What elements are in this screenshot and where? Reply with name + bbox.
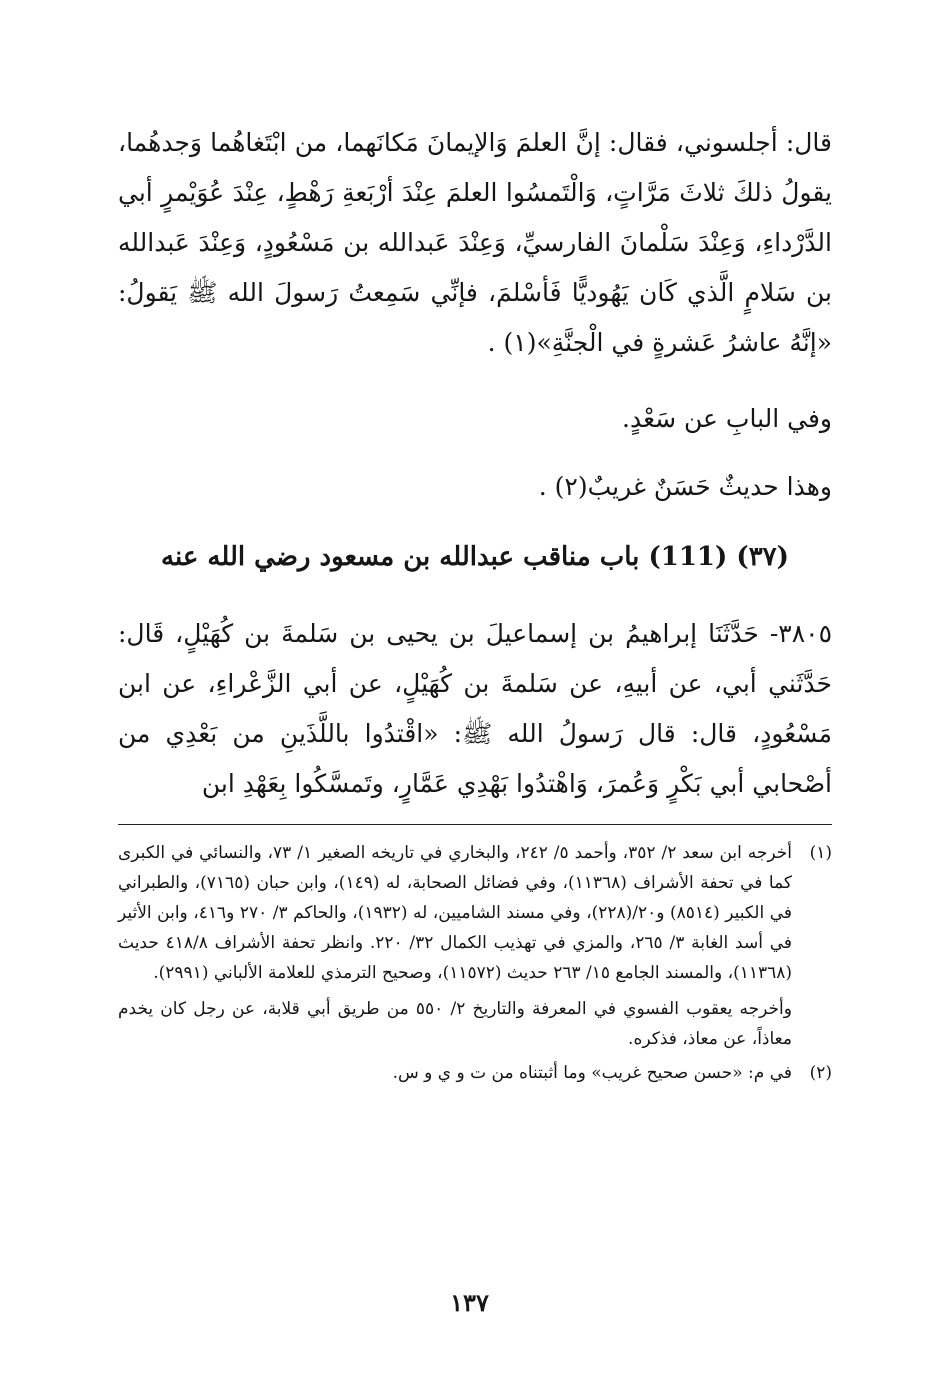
footnote-1 [118, 838, 832, 1054]
footnote-body [118, 1058, 792, 1088]
footnote-body [118, 838, 792, 1054]
hukm-line: وهذا حديثٌ حَسَنٌ غريبٌ(٢) . [538, 472, 832, 501]
footnote-2 [118, 1058, 832, 1088]
main-paragraph-2 [118, 609, 832, 809]
bab-note [118, 394, 832, 444]
footnote-paragraph: وأخرجه يعقوب الفسوي في المعرفة والتاريخ ٢/ ٥٥٠ من طريق أبي قلابة، عن رجل كان يخدم معاذاً، عن معاذ، فذكره. [118, 999, 792, 1049]
page-number: ١٣٧ [450, 1288, 489, 1317]
chapter-heading: (٣٧) (111) باب مناقب عبدالله بن مسعود رضي الله عنه [161, 542, 789, 572]
footnote-paragraph: في م: «حسن صحيح غريب» وما أثبتناه من ت و ي و س. [392, 1063, 792, 1083]
hukm-note [118, 462, 832, 512]
bab-line: وفي البابِ عن سَعْدٍ. [622, 404, 832, 433]
footnote-number: (١) [809, 843, 832, 863]
footnote-separator [118, 824, 832, 825]
main-paragraph-1 [118, 118, 832, 368]
footnote-number: (٢) [809, 1063, 832, 1083]
hadith-3805-text: ٣٨٠٥- حَدَّثَنَا إبراهيمُ بن إسماعيلَ بن يحيى بن سَلمةَ بن كُهَيْلٍ، قَال: حَدَّثَني أبي، عن أبيهِ، عن سَلمةَ بن كُهَيْلٍ، عن أبي الزَّعْراءِ، عن ابن مَسْعُودٍ، قال: قال رَسولُ الله ﷺ: «اقْتدُوا باللَّذَينِ من بَعْدِي من أصْحابي أبي بَكْرٍ وَعُمرَ، وَاهْتدُوا بَهْدِي عَمَّارٍ، وتَمسَّكُوا بِعَهْدِ ابن [118, 619, 832, 798]
footnotes-section [118, 838, 832, 1088]
footnote-paragraph: أخرجه ابن سعد ٢/ ٣٥٢، وأحمد ٥/ ٢٤٢، والبخاري في تاريخه الصغير ١/ ٧٣، والنسائي في الكبرى كما في تحفة الأشراف (١١٣٦٨)، وفي فضائل الصحابة، له (١٤٩)، وابن حبان (٧١٦٥)، والطبراني في الكبير (٨٥١٤) و٢٠/(٢٢٨)، وفي مسند الشاميين، له (١٩٣٢)، والحاكم ٣/ ٢٧٠ و٤١٦، وابن الأثير في أسد الغابة ٣/ ٢٦٥، والمزي في تهذيب الكمال ٣٢/ ٢٢٠. وانظر تحفة الأشراف ٤١٨/٨ حديث (١١٣٦٨)، والمسند الجامع ١٥/ ٢٦٣ حديث (١١٥٧٢)، وصحيح الترمذي للعلامة الألباني (٢٩٩١). [118, 843, 793, 983]
hadith-continuation-text: قال: أجلسوني، فقال: إنَّ العلمَ وَالإيمانَ مَكانَهما، من ابْتَغاهُما وَجدهُما، يقولُ ذلكَ ثلاثَ مَرَّاتٍ، وَالْتَمسُوا العلمَ عِنْدَ أرْبَعةِ رَهْطٍ، عِنْدَ عُوَيْمرٍ أبي الدَّرْداءِ، وَعِنْدَ سَلْمانَ الفارسيِّ، وَعِنْدَ عَبدالله بن مَسْعُودٍ، وَعِنْدَ عَبدالله بن سَلامٍ الَّذي كَان يَهُوديًّا فَأسْلمَ، فإنِّي سَمِعتُ رَسولَ الله ﷺ يَقولُ: «إنَّهُ عاشرُ عَشرةٍ في الْجنَّةِ»(١) . [118, 128, 832, 357]
